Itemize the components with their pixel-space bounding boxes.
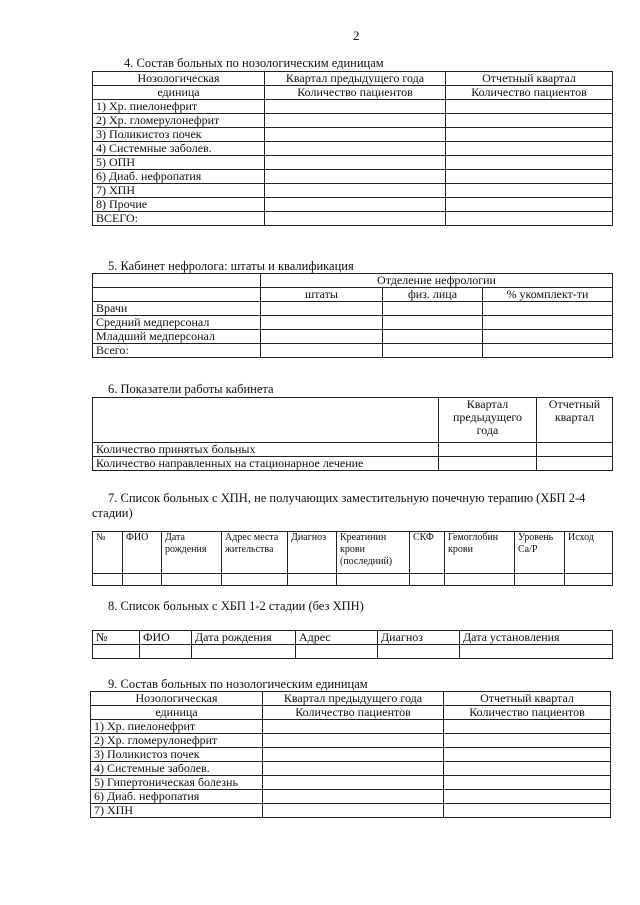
cell — [265, 212, 446, 226]
row-label: ВСЕГО: — [93, 212, 265, 226]
table-row — [93, 128, 613, 142]
section5-title: 5. Кабинет нефролога: штаты и квалификация — [108, 259, 354, 273]
table-row — [93, 316, 613, 330]
row-label: 7) ХПН — [93, 184, 265, 198]
cell — [446, 184, 613, 198]
table-row — [93, 198, 613, 212]
s7-col-cap: Уровень Ca/P — [515, 532, 565, 574]
s7-col-num: № — [93, 532, 123, 574]
row-label: 5) ОПН — [93, 156, 265, 170]
table-row — [91, 720, 611, 734]
s4-col2-line2: Количество пациентов — [265, 86, 446, 100]
cell — [446, 100, 613, 114]
row-label: Младший медперсонал — [93, 330, 261, 344]
row-label: Всего: — [93, 344, 261, 358]
s4-col3-line2: Количество пациентов — [446, 86, 613, 100]
s7-col-birth: Дата рождения — [162, 532, 222, 574]
section6-table — [92, 397, 613, 471]
s7-col-gfr: СКФ — [410, 532, 445, 574]
s6-col-current: Отчетный квартал — [537, 398, 613, 443]
cell — [265, 128, 446, 142]
section7-title-line2: стадии) — [92, 506, 133, 520]
table-row — [93, 114, 613, 128]
cell — [446, 170, 613, 184]
cell — [446, 128, 613, 142]
row-label: 6) Диаб. нефропатия — [91, 790, 263, 804]
table-row — [93, 170, 613, 184]
table-row — [93, 142, 613, 156]
s4-col1-line2: единица — [93, 86, 265, 100]
cell — [265, 142, 446, 156]
table-row — [93, 156, 613, 170]
row-label: 2) Хр. гломерулонефрит — [91, 734, 263, 748]
s9-col1-line2: единица — [91, 706, 263, 720]
cell — [265, 156, 446, 170]
table-row — [93, 100, 613, 114]
s9-col2-line2: Количество пациентов — [263, 706, 444, 720]
cell — [446, 156, 613, 170]
s5-col-persons: физ. лица — [383, 288, 483, 302]
row-label: 7) ХПН — [91, 804, 263, 818]
row-label: 2) Хр. гломерулонефрит — [93, 114, 265, 128]
row-label: Количество направленных на стационарное лечение — [93, 457, 439, 471]
section9-table — [90, 691, 611, 818]
table-row — [91, 804, 611, 818]
cell — [446, 142, 613, 156]
section5-table — [92, 273, 613, 358]
row-label: 4) Системные заболев. — [91, 762, 263, 776]
s7-col-outcome: Исход — [565, 532, 613, 574]
cell — [446, 198, 613, 212]
s8-col-num: № — [93, 631, 140, 645]
row-label: 5) Гипертоническая болезнь — [91, 776, 263, 790]
table-row — [93, 344, 613, 358]
section4-table — [92, 71, 613, 226]
s8-col-date: Дата установления — [460, 631, 613, 645]
s6-col-prev: Квартал предыдущего года — [439, 398, 537, 443]
s5-col-percent: % укомплект-ти — [483, 288, 613, 302]
table-row — [93, 302, 613, 316]
row-label: 3) Поликистоз почек — [93, 128, 265, 142]
section9-title: 9. Состав больных по нозологическим единицам — [108, 677, 368, 691]
cell — [265, 198, 446, 212]
table-row — [93, 645, 613, 659]
s8-col-name: ФИО — [140, 631, 192, 645]
table-row — [91, 762, 611, 776]
row-label: 3) Поликистоз почек — [91, 748, 263, 762]
cell — [446, 114, 613, 128]
row-label: 8) Прочие — [93, 198, 265, 212]
s9-col3-line2: Количество пациентов — [444, 706, 611, 720]
row-label: 4) Системные заболев. — [93, 142, 265, 156]
s9-col3-line1: Отчетный квартал — [444, 692, 611, 706]
cell — [265, 114, 446, 128]
table-row — [93, 457, 613, 471]
table-row — [91, 776, 611, 790]
table-row — [93, 443, 613, 457]
table-row — [93, 574, 613, 586]
section8-title: 8. Список больных с ХБП 1-2 стадии (без ХПН) — [108, 599, 364, 613]
section7-table — [92, 531, 613, 586]
s8-col-birth: Дата рождения — [192, 631, 296, 645]
row-label: 6) Диаб. нефропатия — [93, 170, 265, 184]
s8-col-diagnosis: Диагноз — [378, 631, 460, 645]
s5-header: Отделение нефрологии — [261, 274, 613, 288]
section6-title: 6. Показатели работы кабинета — [108, 382, 274, 396]
row-label: Количество принятых больных — [93, 443, 439, 457]
page-number: 2 — [353, 28, 360, 43]
table-row — [91, 790, 611, 804]
row-label: 1) Хр. пиелонефрит — [93, 100, 265, 114]
row-label: Врачи — [93, 302, 261, 316]
cell — [265, 170, 446, 184]
table-row — [91, 734, 611, 748]
table-row — [93, 330, 613, 344]
s7-col-creatinine: Креатинин крови (последний) — [337, 532, 410, 574]
s7-col-address: Адрес места жительства — [222, 532, 288, 574]
cell — [446, 212, 613, 226]
section4-title: 4. Состав больных по нозологическим единицам — [124, 56, 384, 70]
row-label: Средний медперсонал — [93, 316, 261, 330]
section7-title-line1: 7. Список больных с ХПН, не получающих заместительную почечную терапию (ХБП 2-4 — [108, 491, 586, 505]
s4-col3-line1: Отчетный квартал — [446, 72, 613, 86]
s7-col-name: ФИО — [123, 532, 162, 574]
cell — [265, 100, 446, 114]
s9-col2-line1: Квартал предыдущего года — [263, 692, 444, 706]
s8-col-address: Адрес — [296, 631, 378, 645]
section8-table — [92, 630, 613, 659]
s9-col1-line1: Нозологическая — [91, 692, 263, 706]
s7-col-diagnosis: Диагноз — [288, 532, 337, 574]
s4-col1-line1: Нозологическая — [93, 72, 265, 86]
table-row — [91, 748, 611, 762]
s5-col-staff: штаты — [261, 288, 383, 302]
row-label: 1) Хр. пиелонефрит — [91, 720, 263, 734]
s7-col-hemoglobin: Гемоглобин крови — [445, 532, 515, 574]
cell — [265, 184, 446, 198]
table-row — [93, 212, 613, 226]
s4-col2-line1: Квартал предыдущего года — [265, 72, 446, 86]
table-row — [93, 184, 613, 198]
